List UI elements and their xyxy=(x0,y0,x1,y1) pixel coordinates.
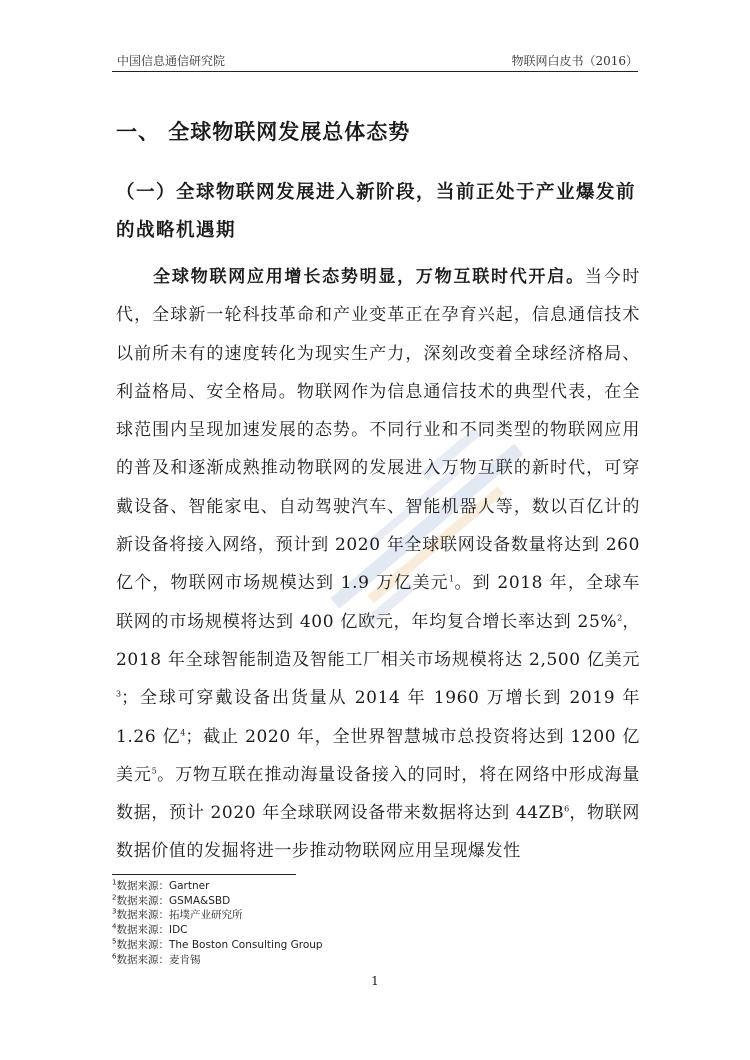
header-document-title: 物联网白皮书（2016） xyxy=(511,54,638,68)
footnote-text: 数据来源：IDC xyxy=(116,924,188,937)
footnote-ref: 1 xyxy=(448,574,454,584)
footnote-text: 数据来源：麦肯锡 xyxy=(116,953,201,966)
footnote-ref: 4 xyxy=(180,727,186,737)
footnote-text: 数据来源：拓墣产业研究所 xyxy=(116,909,243,922)
footnote-item xyxy=(112,894,323,909)
footnote-ref: 5 xyxy=(151,766,157,776)
paragraph-lead: 全球物联网应用增长态势明显，万物互联时代开启。 xyxy=(152,267,585,287)
paragraph-text: 。万物互联在推动海量设备接入的同时，将在网络中形成海量数据，预计 2020 年全球联网设备带来数据将达到 44ZB xyxy=(116,764,641,824)
footnote-ref: 6 xyxy=(564,804,570,814)
subsection-heading: （一）全球物联网发展进入新阶段，当前正处于产业爆发前的战略机遇期 xyxy=(116,182,637,241)
footnote-number: 4 xyxy=(112,922,117,931)
footnote-divider xyxy=(112,874,296,875)
header-divider xyxy=(112,71,638,72)
header-organization: 中国信息通信研究院 xyxy=(117,54,226,68)
footnote-item xyxy=(112,923,323,938)
footnote-item xyxy=(112,938,323,953)
section-heading: 一、 全球物联网发展总体态势 xyxy=(116,120,411,144)
footnote-ref: 3 xyxy=(116,689,122,699)
body-paragraph xyxy=(116,258,640,871)
paragraph-text: ；全球可穿戴设备出货量从 2014 年 1960 万增长到 2019 年 1.26 亿 xyxy=(116,688,640,747)
footnote-text: 数据来源：Gartner xyxy=(116,880,210,892)
footnote-number: 5 xyxy=(112,937,117,946)
page-number: 1 xyxy=(371,974,379,988)
paragraph-text: 。到 2018 年，全球车联网的市场规模将达到 400 亿欧元，年均复合增长率达到 25% xyxy=(116,573,640,632)
footnote-ref: 2 xyxy=(617,613,623,623)
footnote-number: 6 xyxy=(112,952,117,961)
footnote-text: 数据来源：The Boston Consulting Group xyxy=(116,938,323,951)
footnote-number: 2 xyxy=(112,893,117,902)
footnote-item xyxy=(112,953,323,968)
paragraph-text: ，2018 年全球智能制造及智能工厂相关市场规模将达 2,500 亿美元 xyxy=(116,611,640,670)
paragraph-text: ；截止 2020 年，全世界智慧城市总投资将达到 1200 亿美元 xyxy=(116,726,640,785)
footnote-item xyxy=(112,908,323,923)
paragraph-text: 当今时代，全球新一轮科技革命和产业变革正在孕育兴起，信息通信技术以前所未有的速度转化为现实生产力，深刻改变着全球经济格局、利益格局、安全格局。物联网作为信息通信技术的典型代表，在全球范围内呈现加速发展的态势。不同行业和不同类型的物联网应用的普及和逐渐成熟推动物联网的发展进入万物互联的新时代，可穿戴设备、智能家电、自动驾驶汽车、智能机器人等，数以百亿计的新设备将接入网络，预计到 2020 年全球联网设备数量将达到 260 亿个，物联网市场规模达到 1.9 万亿美元 xyxy=(116,267,640,594)
footnote-text: 数据来源：GSMA&SBD xyxy=(116,894,231,907)
paragraph-text: ，物联网数据价值的发掘将进一步推动物联网应用呈现爆发性 xyxy=(116,803,640,862)
footnote-item xyxy=(112,879,323,894)
footnote-number: 3 xyxy=(112,907,117,916)
footnote-number: 1 xyxy=(112,878,117,887)
footnote-list xyxy=(112,879,323,967)
